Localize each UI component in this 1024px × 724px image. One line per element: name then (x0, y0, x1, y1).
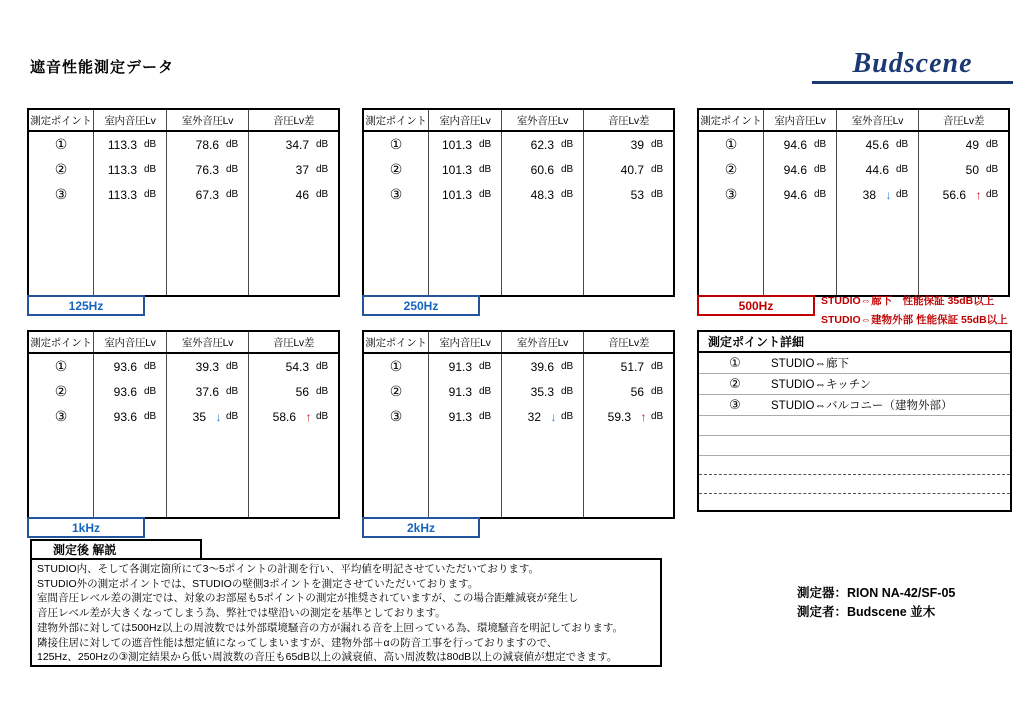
guarantee-notes (821, 292, 1021, 330)
value-number: 49 (965, 137, 979, 152)
budscene-logo-text: Budscene (852, 48, 973, 79)
value-cell (584, 132, 673, 157)
value-number: 76.3 (195, 162, 219, 177)
unit-label: dB (316, 164, 329, 175)
value-number: 56.6 (942, 187, 966, 202)
point-cell: ③ (699, 182, 764, 207)
value-cell (94, 379, 167, 404)
commentary-line: 125Hz、250Hzの③測定結果から低い周波数の音圧も65dB以上の減衰値、高い周波数は80dB以上の減衰値が想定できます。 (37, 651, 618, 664)
point-cell: ① (364, 354, 429, 379)
unit-label: dB (479, 361, 492, 372)
value-cell (249, 132, 338, 157)
empty-cell (29, 207, 94, 295)
column-header: 測定ポイント (699, 110, 764, 130)
unit-label: dB (226, 164, 239, 175)
value-number: 58.6 (272, 409, 296, 424)
freq-table-2kHz (362, 330, 675, 519)
column-header: 測定ポイント (29, 110, 94, 130)
unit-label: dB (226, 189, 239, 200)
value-number: 50 (965, 162, 979, 177)
unit-label: dB (814, 139, 827, 150)
empty-cell (429, 429, 502, 517)
value-number: 45.6 (865, 137, 889, 152)
point-cell: ② (699, 157, 764, 182)
value-cell (249, 404, 338, 429)
value-cell (584, 182, 673, 207)
unit-label: dB (651, 361, 664, 372)
budscene-logo (812, 48, 1013, 84)
empty-cell (502, 207, 584, 295)
value-cell (167, 182, 249, 207)
value-cell (584, 157, 673, 182)
value-cell (167, 157, 249, 182)
column-header: 室内音圧Lv (429, 332, 502, 352)
empty-cell (94, 429, 167, 517)
value-cell (249, 354, 338, 379)
table-row (364, 157, 673, 182)
empty-cell (837, 207, 919, 295)
value-number: 32 (527, 409, 541, 424)
value-number: 113.3 (107, 137, 137, 152)
unit-label: dB (479, 189, 492, 200)
value-number: 94.6 (783, 187, 807, 202)
value-number: 56 (630, 384, 644, 399)
value-cell (502, 132, 584, 157)
empty-cell (249, 429, 338, 517)
value-cell (502, 354, 584, 379)
device-label: 測定器：RION NA-42/SF-05 (797, 586, 956, 600)
up-arrow-icon: ↑ (640, 409, 647, 424)
point-cell: ① (364, 132, 429, 157)
unit-label: dB (561, 139, 574, 150)
table-row (699, 157, 1008, 182)
table-row (364, 354, 673, 379)
empty-cell (29, 429, 94, 517)
value-number: 39.3 (195, 359, 219, 374)
unit-label: dB (479, 164, 492, 175)
value-number: 37 (295, 162, 309, 177)
value-cell (764, 132, 837, 157)
table-header-row (29, 332, 338, 354)
value-number: 113.3 (107, 162, 137, 177)
freq-table-125Hz (27, 108, 340, 297)
value-cell (429, 132, 502, 157)
table-row (364, 404, 673, 429)
unit-label: dB (144, 139, 157, 150)
value-cell (429, 157, 502, 182)
value-cell (919, 157, 1008, 182)
column-header: 室内音圧Lv (429, 110, 502, 130)
unit-label: dB (226, 386, 239, 397)
value-cell (502, 157, 584, 182)
freq-label-250Hz: 250Hz (362, 295, 480, 316)
value-number: 40.7 (620, 162, 644, 177)
unit-label: dB (561, 189, 574, 200)
point-cell: ③ (29, 182, 94, 207)
empty-cell (764, 207, 837, 295)
value-cell (94, 404, 167, 429)
value-cell (584, 404, 673, 429)
value-cell (502, 182, 584, 207)
unit-label: dB (226, 139, 239, 150)
column-header: 室外音圧Lv (502, 110, 584, 130)
value-cell (837, 157, 919, 182)
column-header: 音圧Lv差 (942, 114, 985, 127)
column-header: 室外音圧Lv (167, 332, 249, 352)
point-cell: ③ (364, 182, 429, 207)
value-number: 78.6 (195, 137, 219, 152)
measurer-label: 測定者：Budscene 並木 (797, 605, 936, 619)
up-arrow-icon: ↑ (305, 409, 312, 424)
detail-empty-row (699, 475, 1010, 494)
detail-point: ① (729, 355, 741, 370)
unit-label: dB (479, 411, 492, 422)
detail-empty-row (699, 436, 1010, 456)
column-header: 音圧Lv差 (607, 114, 650, 127)
freq-label-125Hz: 125Hz (27, 295, 145, 316)
value-cell (429, 404, 502, 429)
detail-row (699, 353, 1010, 374)
empty-cell (584, 207, 673, 295)
column-header: 音圧Lv差 (272, 336, 315, 349)
unit-label: dB (814, 164, 827, 175)
table-row (29, 404, 338, 429)
value-number: 39 (630, 137, 644, 152)
point-cell: ② (29, 379, 94, 404)
value-cell (837, 182, 919, 207)
value-number: 56 (295, 384, 309, 399)
value-number: 91.3 (448, 409, 472, 424)
commentary-line: STUDIO外の測定ポイントでは、STUDIOの壁側3ポイントを測定させていただいております。 (37, 577, 479, 590)
commentary-line: 建物外部に対しては500Hz以上の周波数では外部環境騒音の方が漏れる音を上回っている為、環境騒音を明記しております。 (37, 621, 624, 634)
table-row (699, 182, 1008, 207)
table-row (29, 132, 338, 157)
unit-label: dB (651, 164, 664, 175)
value-cell (502, 404, 584, 429)
column-header: 室外音圧Lv (837, 110, 919, 130)
table-row (364, 379, 673, 404)
guarantee-note: STUDIO⇔建物外部 性能保証 55dB以上 (821, 314, 1008, 326)
value-number: 101.3 (441, 137, 472, 152)
value-number: 67.3 (195, 187, 219, 202)
empty-cell (167, 207, 249, 295)
up-arrow-icon: ↑ (975, 187, 982, 202)
value-cell (429, 182, 502, 207)
unit-label: dB (651, 386, 664, 397)
unit-label: dB (561, 164, 574, 175)
unit-label: dB (561, 361, 574, 372)
point-cell: ② (364, 157, 429, 182)
value-cell (249, 379, 338, 404)
value-number: 44.6 (865, 162, 889, 177)
column-header: 測定ポイント (364, 332, 429, 352)
table-header-row (699, 110, 1008, 132)
detail-point: ② (729, 376, 741, 391)
unit-label: dB (561, 386, 574, 397)
value-number: 94.6 (783, 137, 807, 152)
commentary-line: STUDIO内、そして各測定箇所にて3～5ポイントの計測を行い、平均値を明記させていただいております。 (37, 563, 540, 575)
point-cell: ① (29, 354, 94, 379)
unit-label: dB (651, 411, 664, 422)
down-arrow-icon: ↓ (215, 409, 222, 424)
table-header-row (29, 110, 338, 132)
unit-label: dB (896, 189, 909, 200)
guarantee-note: STUDIO⇔廊下 性能保証 35dB以上 (821, 295, 995, 307)
commentary-body (30, 558, 662, 667)
value-number: 34.7 (285, 137, 309, 152)
value-cell (764, 182, 837, 207)
table-filler-row (364, 207, 673, 295)
value-number: 35.3 (530, 384, 554, 399)
value-cell (584, 354, 673, 379)
unit-label: dB (144, 361, 157, 372)
table-row (364, 132, 673, 157)
table-header-row (364, 332, 673, 354)
value-number: 39.6 (530, 359, 554, 374)
table-row (29, 354, 338, 379)
value-number: 51.7 (620, 359, 644, 374)
empty-cell (429, 207, 502, 295)
detail-empty-row (699, 416, 1010, 436)
empty-cell (249, 207, 338, 295)
value-number: 101.3 (441, 187, 472, 202)
freq-table-250Hz (362, 108, 675, 297)
table-header-row (364, 110, 673, 132)
point-cell: ① (699, 132, 764, 157)
value-number: 101.3 (441, 162, 472, 177)
value-number: 59.3 (607, 409, 631, 424)
measurement-point-detail-table (697, 330, 1012, 512)
column-header: 音圧Lv差 (272, 114, 315, 127)
column-header: 室外音圧Lv (167, 110, 249, 130)
value-number: 38 (862, 187, 876, 202)
commentary-line: 隣接住居に対しての遮音性能は想定値になってしまいますが、建物外部＋αの防音工事を行っておりますので、 (37, 636, 558, 649)
unit-label: dB (144, 411, 157, 422)
unit-label: dB (986, 189, 999, 200)
value-number: 60.6 (530, 162, 554, 177)
freq-table-500Hz (697, 108, 1010, 297)
point-cell: ② (364, 379, 429, 404)
value-cell (429, 379, 502, 404)
unit-label: dB (316, 189, 329, 200)
detail-empty-row (699, 456, 1010, 475)
column-header: 音圧Lv差 (607, 336, 650, 349)
detail-desc: STUDIO⇔キッチン (771, 379, 872, 391)
table-filler-row (364, 429, 673, 517)
detail-row (699, 395, 1010, 416)
point-cell: ③ (29, 404, 94, 429)
detail-table-title: 測定ポイント詳細 (699, 332, 1010, 353)
value-cell (94, 354, 167, 379)
column-header: 測定ポイント (364, 110, 429, 130)
unit-label: dB (144, 189, 157, 200)
value-cell (764, 157, 837, 182)
commentary-line: 室間音圧レベル差の測定では、対象のお部屋も5ポイントの測定が推奨されていますが、この場合距離減衰が発生し (37, 592, 579, 605)
value-number: 62.3 (530, 137, 554, 152)
freq-table-1kHz (27, 330, 340, 519)
table-row (29, 182, 338, 207)
empty-cell (167, 429, 249, 517)
unit-label: dB (144, 164, 157, 175)
column-header: 測定ポイント (29, 332, 94, 352)
unit-label: dB (896, 164, 909, 175)
value-cell (919, 132, 1008, 157)
value-number: 53 (630, 187, 644, 202)
detail-empty-row (699, 494, 1010, 510)
value-number: 46 (295, 187, 309, 202)
detail-desc: STUDIO⇔廊下 (771, 358, 849, 370)
table-row (29, 157, 338, 182)
unit-label: dB (651, 139, 664, 150)
commentary-title: 測定後 解説 (30, 539, 202, 558)
value-cell (167, 132, 249, 157)
freq-label-1kHz: 1kHz (27, 517, 145, 538)
value-cell (167, 354, 249, 379)
table-row (699, 132, 1008, 157)
point-cell: ③ (364, 404, 429, 429)
value-cell (94, 157, 167, 182)
unit-label: dB (479, 139, 492, 150)
unit-label: dB (316, 411, 329, 422)
point-cell: ① (29, 132, 94, 157)
down-arrow-icon: ↓ (550, 409, 557, 424)
unit-label: dB (561, 411, 574, 422)
commentary-line: 音圧レベル差が大きくなってしまう為、弊社では壁沿いの測定を基準としております。 (37, 607, 446, 620)
table-filler-row (699, 207, 1008, 295)
unit-label: dB (144, 386, 157, 397)
value-number: 35 (192, 409, 206, 424)
detail-desc: STUDIO⇔バルコニー（建物外部） (771, 400, 953, 412)
value-number: 91.3 (448, 384, 472, 399)
table-row (29, 379, 338, 404)
unit-label: dB (316, 139, 329, 150)
value-number: 113.3 (107, 187, 137, 202)
value-cell (502, 379, 584, 404)
column-header: 室内音圧Lv (94, 110, 167, 130)
value-cell (94, 182, 167, 207)
column-header: 室外音圧Lv (502, 332, 584, 352)
unit-label: dB (316, 361, 329, 372)
point-cell: ② (29, 157, 94, 182)
value-number: 37.6 (195, 384, 219, 399)
value-cell (94, 132, 167, 157)
empty-cell (699, 207, 764, 295)
unit-label: dB (479, 386, 492, 397)
table-row (364, 182, 673, 207)
unit-label: dB (226, 411, 239, 422)
value-cell (584, 379, 673, 404)
value-number: 93.6 (113, 409, 137, 424)
value-cell (249, 157, 338, 182)
empty-cell (584, 429, 673, 517)
table-filler-row (29, 207, 338, 295)
value-cell (167, 379, 249, 404)
table-filler-row (29, 429, 338, 517)
column-header: 室内音圧Lv (764, 110, 837, 130)
detail-row (699, 374, 1010, 395)
value-number: 91.3 (448, 359, 472, 374)
measurement-meta (797, 584, 955, 622)
empty-cell (94, 207, 167, 295)
value-cell (919, 182, 1008, 207)
empty-cell (364, 207, 429, 295)
unit-label: dB (226, 361, 239, 372)
empty-cell (502, 429, 584, 517)
detail-point: ③ (729, 397, 741, 412)
value-cell (429, 354, 502, 379)
unit-label: dB (651, 189, 664, 200)
value-number: 93.6 (113, 359, 137, 374)
detail-table-rows (699, 353, 1010, 510)
unit-label: dB (316, 386, 329, 397)
column-header: 室内音圧Lv (94, 332, 167, 352)
value-number: 94.6 (783, 162, 807, 177)
value-cell (249, 182, 338, 207)
unit-label: dB (986, 164, 999, 175)
value-cell (167, 404, 249, 429)
unit-label: dB (896, 139, 909, 150)
empty-cell (364, 429, 429, 517)
down-arrow-icon: ↓ (885, 187, 892, 202)
empty-cell (919, 207, 1008, 295)
unit-label: dB (814, 189, 827, 200)
page-title: 遮音性能測定データ (30, 59, 175, 76)
value-number: 48.3 (530, 187, 554, 202)
freq-label-2kHz: 2kHz (362, 517, 480, 538)
value-number: 93.6 (113, 384, 137, 399)
freq-label-500Hz: 500Hz (697, 295, 815, 316)
value-number: 54.3 (285, 359, 309, 374)
unit-label: dB (986, 139, 999, 150)
value-cell (837, 132, 919, 157)
